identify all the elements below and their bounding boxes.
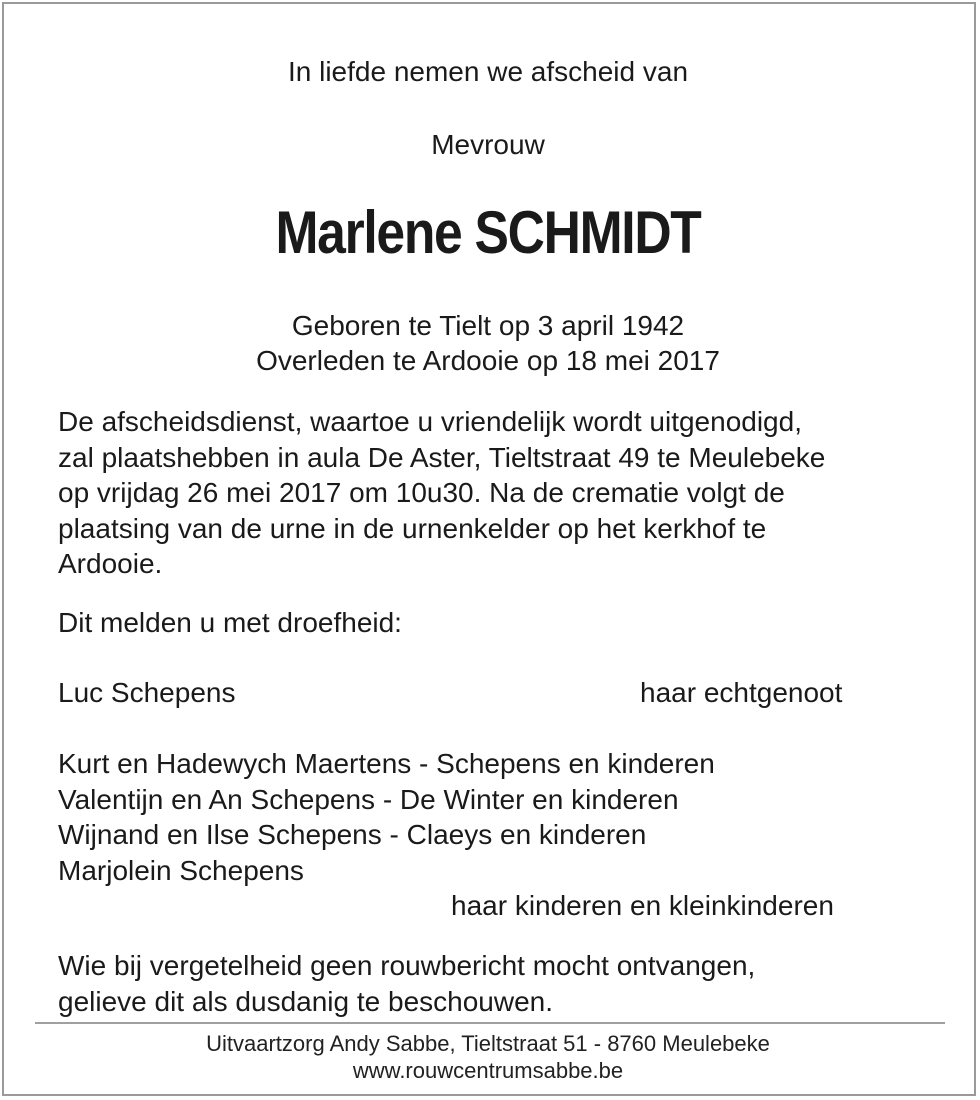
closing-line: Wie bij vergetelheid geen rouwbericht mocht ontvangen,: [58, 950, 756, 981]
undertaker-line: Uitvaartzorg Andy Sabbe, Tieltstraat 51 - 8760 Meulebeke: [206, 1031, 770, 1056]
service-paragraph: [58, 404, 825, 582]
list-item: Kurt en Hadewych Maertens - Schepens en kinderen: [58, 748, 715, 779]
service-line: De afscheidsdienst, waartoe u vriendelijk wordt uitgenodigd,: [58, 406, 802, 437]
service-line: Ardooie.: [58, 548, 163, 579]
children-list: [58, 746, 715, 888]
service-line: zal plaatshebben in aula De Aster, Tieltstraat 49 te Meulebeke: [58, 441, 826, 473]
service-line: plaatsing van de urne in de urnenkelder op het kerkhof te: [58, 512, 767, 544]
honorific: Mevrouw: [431, 129, 545, 160]
list-item: Wijnand en Ilse Schepens - Claeys en kinderen: [58, 819, 647, 850]
children-relation: haar kinderen en kleinkinderen: [451, 890, 834, 921]
birth-line: Geboren te Tielt op 3 april 1942: [291, 310, 685, 341]
death-line: Overleden te Ardooie op 18 mei 2017: [256, 345, 720, 376]
spouse-name: Luc Schepens: [58, 677, 236, 708]
closing-line: gelieve dit als dusdanig te beschouwen.: [58, 985, 554, 1017]
deceased-name: Marlene SCHMIDT: [275, 199, 701, 266]
website-line: www.rouwcentrumsabbe.be: [352, 1058, 624, 1083]
announce-text: Dit melden u met droefheid:: [58, 607, 402, 638]
list-item: Marjolein Schepens: [58, 854, 304, 886]
spouse-relation: haar echtgenoot: [640, 677, 843, 708]
footer-divider: [35, 1022, 945, 1024]
list-item: Valentijn en An Schepens - De Winter en kinderen: [58, 783, 679, 815]
service-line: op vrijdag 26 mei 2017 om 10u30. Na de crematie volgt de: [58, 477, 785, 508]
closing-paragraph: [58, 948, 755, 1019]
intro-text: In liefde nemen we afscheid van: [287, 56, 689, 87]
